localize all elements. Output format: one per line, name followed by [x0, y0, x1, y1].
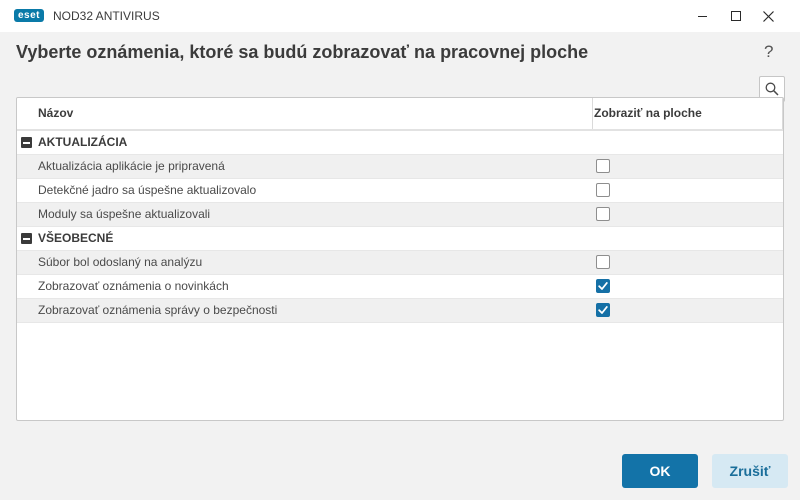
search-icon — [765, 82, 779, 96]
collapse-icon[interactable] — [21, 137, 32, 148]
column-header-name[interactable]: Názov — [38, 106, 74, 120]
table-row[interactable] — [17, 251, 783, 275]
show-on-desktop-checkbox[interactable] — [596, 255, 610, 269]
notification-label: Zobrazovať oznámenia o novinkách — [38, 279, 229, 293]
app-title: NOD32 ANTIVIRUS — [53, 9, 160, 23]
close-button[interactable] — [752, 0, 784, 32]
notification-label: Aktualizácia aplikácie je pripravená — [38, 159, 225, 173]
ok-button[interactable]: OK — [622, 454, 698, 488]
show-on-desktop-checkbox[interactable] — [596, 207, 610, 221]
table-row[interactable] — [17, 179, 783, 203]
eset-logo: eset — [14, 9, 44, 22]
show-on-desktop-checkbox[interactable] — [596, 303, 610, 317]
maximize-button[interactable] — [720, 0, 752, 32]
minimize-button[interactable] — [686, 0, 718, 32]
column-divider[interactable] — [592, 98, 593, 129]
notification-label: Zobrazovať oznámenia správy o bezpečnosti — [38, 303, 278, 317]
maximize-icon — [731, 11, 741, 21]
dialog-content — [0, 32, 800, 500]
table-row[interactable] — [17, 275, 783, 299]
notification-label: Súbor bol odoslaný na analýzu — [38, 255, 203, 269]
group-row-aktualizacia[interactable] — [17, 131, 783, 155]
cancel-button[interactable]: Zrušiť — [712, 454, 788, 488]
checkmark-icon — [598, 281, 608, 291]
column-header-show-on-desktop[interactable]: Zobraziť na ploche — [594, 106, 702, 120]
notification-label: Moduly sa úspešne aktualizovali — [38, 207, 211, 221]
table-row[interactable] — [17, 203, 783, 227]
title-bar — [0, 0, 800, 32]
help-icon[interactable]: ? — [764, 42, 774, 61]
close-icon — [763, 11, 774, 22]
table-row[interactable] — [17, 299, 783, 323]
show-on-desktop-checkbox[interactable] — [596, 279, 610, 293]
minimize-icon — [698, 16, 707, 17]
column-divider[interactable] — [782, 98, 783, 129]
notifications-table — [16, 97, 784, 421]
group-label: VŠEOBECNÉ — [38, 231, 114, 245]
show-on-desktop-checkbox[interactable] — [596, 183, 610, 197]
group-label: AKTUALIZÁCIA — [38, 135, 128, 149]
table-header — [17, 98, 783, 131]
page-title: Vyberte oznámenia, ktoré sa budú zobrazovať na pracovnej ploche — [16, 42, 589, 62]
show-on-desktop-checkbox[interactable] — [596, 159, 610, 173]
checkmark-icon — [598, 305, 608, 315]
notification-label: Detekčné jadro sa úspešne aktualizovalo — [38, 183, 257, 197]
group-row-vseobecne[interactable] — [17, 227, 783, 251]
table-row[interactable] — [17, 155, 783, 179]
table-body — [17, 131, 783, 323]
collapse-icon[interactable] — [21, 233, 32, 244]
